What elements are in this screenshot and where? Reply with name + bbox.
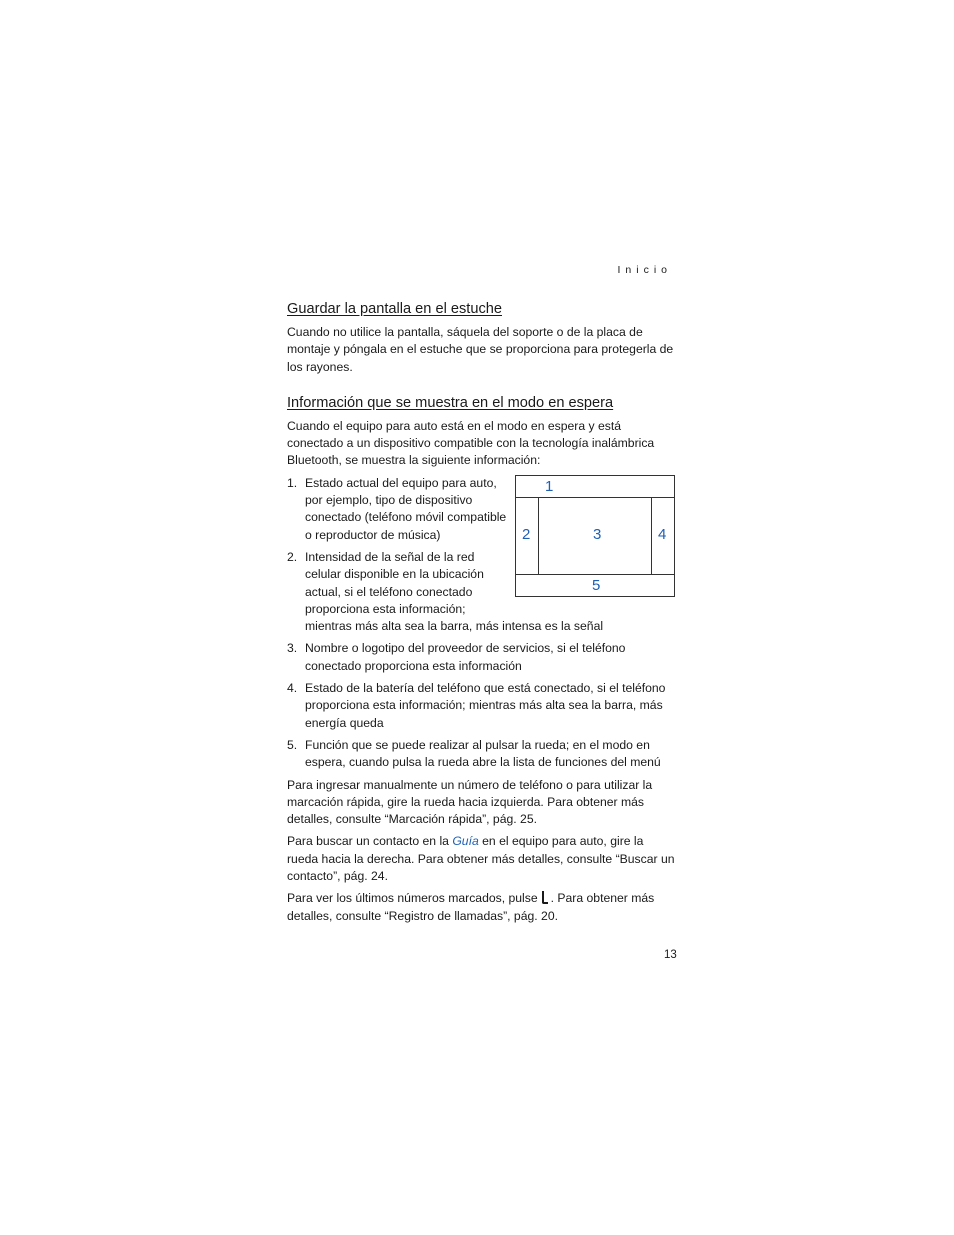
paragraph-guia-before: Para buscar un contacto en la xyxy=(287,834,453,849)
section-body-guardar: Cuando no utilice la pantalla, sáquela del soporte o de la placa de montaje y póngala en el estuche que se proporciona para protegerla de los rayones. xyxy=(287,325,674,374)
diagram-label-4: 4 xyxy=(658,525,667,543)
paragraph-guia xyxy=(287,833,675,885)
list-item xyxy=(287,640,675,675)
list-item xyxy=(287,549,675,635)
paragraph-guia-after: en el equipo para auto, gire la rueda hacia la derecha. Para obtener más detalles, consulte “Buscar un contacto”, pág. 24. xyxy=(287,834,675,884)
running-header: Inicio xyxy=(617,264,672,276)
list-item xyxy=(287,737,675,772)
list-item-text: Estado de la batería del teléfono que está conectado, si el teléfono proporciona esta información; mientras más alta sea la barra, más energía queda xyxy=(305,681,666,730)
list-item-number: 4. xyxy=(287,681,298,696)
section-intro-informacion: Cuando el equipo para auto está en el modo en espera y está conectado a un dispositivo compatible con la tecnología inalámbrica Bluetooth, se muestra la siguiente información: xyxy=(287,418,655,468)
paragraph-registro-before: Para ver los últimos números marcados, pulse xyxy=(287,891,538,906)
section-title-informacion: Información que se muestra en el modo en espera xyxy=(287,394,614,411)
section-title-guardar: Guardar la pantalla en el estuche xyxy=(287,301,502,317)
call-key-icon xyxy=(542,891,548,904)
page-number: 13 xyxy=(664,949,677,961)
paragraph-registro xyxy=(287,890,675,925)
diagram-label-2: 2 xyxy=(522,525,531,543)
standby-info-list xyxy=(287,475,675,772)
guia-menu-link[interactable]: Guía xyxy=(452,834,479,849)
list-item-number: 5. xyxy=(287,737,298,752)
list-item-text: Nombre o logotipo del proveedor de servicios, si el teléfono conectado proporciona esta información xyxy=(305,641,626,673)
page-content xyxy=(287,299,675,930)
list-item-number: 2. xyxy=(287,549,298,564)
list-item xyxy=(287,475,675,544)
list-item-text: Intensidad de la señal de la red celular disponible en la ubicación actual, si el teléfono conectado proporciona esta información; xyxy=(305,549,484,616)
paragraph-marcacion: Para ingresar manualmente un número de teléfono o para utilizar la marcación rápida, gire la rueda hacia izquierda. Para obtener más detalles, consulte “Marcación rápida”, pág. 25. xyxy=(287,777,653,827)
paragraph-registro-after: . Para obtener más detalles, consulte “Registro de llamadas”, pág. 20. xyxy=(287,891,655,923)
diagram-label-5: 5 xyxy=(592,576,601,594)
list-item-text: Estado actual del equipo para auto, por ejemplo, tipo de dispositivo conectado (teléfono móvil compatible o reproductor de música) xyxy=(305,475,507,542)
list-item-text: Función que se puede realizar al pulsar la rueda; en el modo en espera, cuando pulsa la rueda abre la lista de funciones del menú xyxy=(305,737,661,770)
diagram-label-3: 3 xyxy=(593,525,602,543)
list-item-text-continued: mientras más alta sea la barra, más intensa es la señal xyxy=(305,619,604,634)
list-item-number: 1. xyxy=(287,475,298,490)
list-item-number: 3. xyxy=(287,641,298,656)
list-item xyxy=(287,680,675,732)
diagram-label-1: 1 xyxy=(545,477,554,495)
